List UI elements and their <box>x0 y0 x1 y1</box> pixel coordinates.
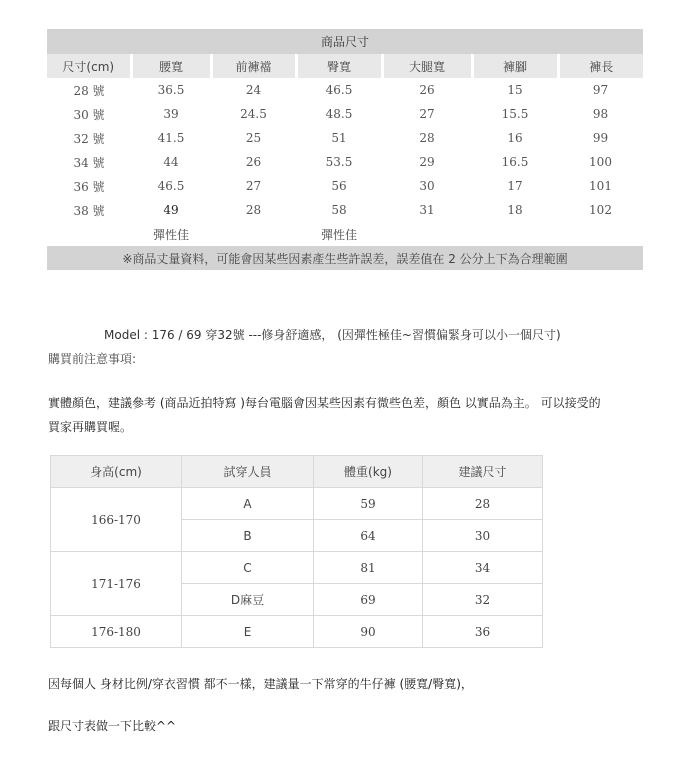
height-cell: 171-176 <box>51 552 182 616</box>
header-cell: 褲腳 <box>472 54 558 78</box>
size-chart-title-row <box>47 29 643 54</box>
value-cell: 53.5 <box>325 155 353 169</box>
value-cell: 41.5 <box>157 131 185 145</box>
weight-cell: 81 <box>314 552 423 584</box>
size-cell: 30 號 <box>73 107 105 122</box>
value-cell: 16 <box>507 131 523 145</box>
size-chart-header-row <box>47 54 643 78</box>
table-row <box>47 78 643 102</box>
table-row <box>47 198 643 222</box>
header-cell: 尺寸(cm) <box>47 54 131 78</box>
weight-cell: 69 <box>314 584 423 616</box>
value-cell: 101 <box>589 179 612 193</box>
size-chart-table <box>47 29 643 270</box>
try-on-table <box>50 455 543 648</box>
table-row <box>47 126 643 150</box>
person-cell: C <box>182 552 314 584</box>
header-cell: 褲長 <box>558 54 643 78</box>
notice-heading: 購買前注意事項: <box>48 352 137 366</box>
person-cell: E <box>182 616 314 648</box>
table-row <box>51 616 543 648</box>
value-cell: 17 <box>507 179 523 193</box>
table-row <box>51 488 543 520</box>
value-cell: 31 <box>419 203 435 217</box>
elastic-row <box>47 222 643 246</box>
value-cell: 16.5 <box>501 155 529 169</box>
value-cell: 97 <box>592 83 609 97</box>
hip-elastic-label: 彈性佳 <box>320 227 357 242</box>
size-cell: 32 號 <box>73 131 105 146</box>
value-cell: 49 <box>163 203 179 217</box>
value-cell: 99 <box>592 131 609 145</box>
table-row <box>47 174 643 198</box>
size-chart-title: 商品尺寸 <box>47 29 643 54</box>
height-cell: 166-170 <box>51 488 182 552</box>
value-cell: 51 <box>331 131 347 145</box>
header-cell: 體重(kg) <box>314 456 423 488</box>
value-cell: 46.5 <box>325 83 353 97</box>
value-cell: 30 <box>419 179 435 193</box>
person-cell: D麻豆 <box>182 584 314 616</box>
size-note: ※商品丈量資料，可能會因某些因素產生些許誤差，誤差值在 2 公分上下為合理範圍 <box>47 246 643 270</box>
value-cell: 56 <box>331 179 347 193</box>
size-cell: 34 <box>423 552 543 584</box>
value-cell: 29 <box>419 155 435 169</box>
size-cell: 34 號 <box>73 155 105 170</box>
weight-cell: 90 <box>314 616 423 648</box>
value-cell: 27 <box>419 107 435 121</box>
advice-line-2: 跟尺寸表做一下比較^^ <box>48 719 177 733</box>
table-row <box>47 150 643 174</box>
header-cell: 建議尺寸 <box>423 456 543 488</box>
value-cell: 39 <box>163 107 179 121</box>
header-cell: 試穿人員 <box>182 456 314 488</box>
value-cell: 26 <box>245 155 262 169</box>
person-cell: A <box>182 488 314 520</box>
value-cell: 46.5 <box>157 179 185 193</box>
advice-line-1: 因每個人 身材比例/穿衣習慣 都不一樣，建議量一下常穿的牛仔褲 (腰寬/臀寬)， <box>48 677 473 691</box>
size-cell: 28 <box>423 488 543 520</box>
size-note-row <box>47 246 643 270</box>
weight-cell: 59 <box>314 488 423 520</box>
size-cell: 38 號 <box>73 203 105 218</box>
size-cell: 30 <box>423 520 543 552</box>
value-cell: 100 <box>589 155 612 169</box>
try-on-header-row <box>51 456 543 488</box>
header-cell: 臀寬 <box>296 54 382 78</box>
value-cell: 15.5 <box>501 107 529 121</box>
header-cell: 大腿寬 <box>382 54 472 78</box>
model-line: Model : 176 / 69 穿32號 ---修身舒適感， (因彈性極佳~習慣偏緊身可以小一個尺寸) <box>104 328 561 342</box>
color-notice-line-2: 買家再購買喔。 <box>48 420 133 434</box>
value-cell: 15 <box>507 83 523 97</box>
value-cell: 44 <box>163 155 179 169</box>
header-cell: 前褲襠 <box>211 54 296 78</box>
value-cell: 25 <box>245 131 262 145</box>
size-cell: 36 <box>423 616 543 648</box>
value-cell: 24 <box>245 83 262 97</box>
value-cell: 26 <box>419 83 435 97</box>
value-cell: 24.5 <box>240 107 267 121</box>
header-cell: 身高(cm) <box>51 456 182 488</box>
color-notice-line-1: 實體顏色，建議參考 (商品近拍特寫 )每台電腦會因某些因素有微些色差，顏色 以實品為主。 可以接受的 <box>48 396 601 410</box>
height-cell: 176-180 <box>51 616 182 648</box>
value-cell: 28 <box>245 203 262 217</box>
weight-cell: 64 <box>314 520 423 552</box>
value-cell: 36.5 <box>157 83 185 97</box>
person-cell: B <box>182 520 314 552</box>
value-cell: 98 <box>592 107 609 121</box>
value-cell: 18 <box>507 203 523 217</box>
value-cell: 48.5 <box>325 107 353 121</box>
value-cell: 58 <box>331 203 347 217</box>
value-cell: 102 <box>589 203 612 217</box>
table-row <box>51 552 543 584</box>
size-cell: 28 號 <box>73 83 105 98</box>
waist-elastic-label: 彈性佳 <box>152 227 189 242</box>
table-row <box>47 102 643 126</box>
size-cell: 36 號 <box>73 179 105 194</box>
value-cell: 28 <box>419 131 435 145</box>
value-cell: 27 <box>245 179 262 193</box>
header-cell: 腰寬 <box>131 54 211 78</box>
size-cell: 32 <box>423 584 543 616</box>
